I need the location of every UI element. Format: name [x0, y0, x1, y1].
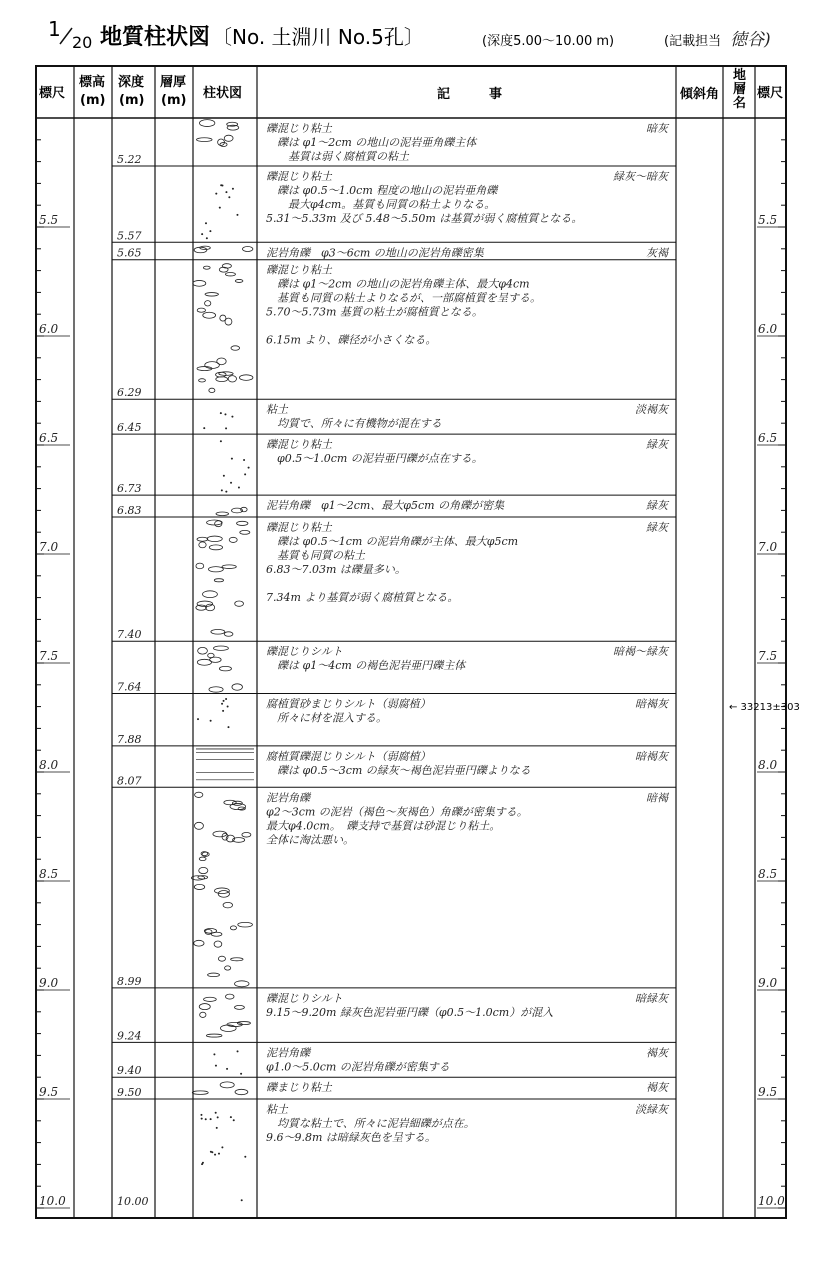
lithology-pattern — [199, 994, 250, 1037]
depth-label: 5.57 — [117, 229, 142, 243]
layer-color: 暗褐～緑灰 — [613, 645, 668, 659]
depth-label: 6.29 — [117, 386, 142, 400]
lithology-pattern — [220, 440, 250, 492]
lithology-pattern — [201, 184, 238, 239]
lithology-pattern — [192, 1082, 248, 1095]
layer-description: φ1.0～5.0cm の泥岩角礫が密集する — [266, 1060, 450, 1074]
depth-label: 9.24 — [117, 1029, 142, 1043]
layer-color: 緑灰～暗灰 — [613, 169, 668, 183]
layer-description: 礫混じり粘土 — [266, 438, 332, 452]
layer-description: 基質は弱く腐植質の粘土 — [266, 150, 409, 163]
layer-description: 9.15～9.20m 緑灰色泥岩亜円礫（φ0.5～1.0cm）が混入 — [266, 1005, 554, 1019]
table-frame — [36, 66, 786, 1218]
col-depth: 深度 — [118, 75, 145, 90]
lithology-pattern — [197, 120, 239, 147]
layer-color: 暗褐灰 — [635, 697, 668, 711]
col-depth-unit: (m) — [119, 93, 145, 108]
depth-label: 6.45 — [117, 421, 142, 435]
layer-description: 礫混じりシルト — [266, 645, 343, 659]
lithology-pattern — [197, 698, 229, 728]
layer-description: φ2～3cm の泥岩（褐色～灰褐色）角礫が密集する。 — [266, 805, 528, 819]
layer-color: 暗緑灰 — [635, 991, 668, 1005]
lithology-pattern — [197, 646, 242, 692]
col-desc-2: 事 — [489, 87, 503, 102]
layer-description: 泥岩角礫 — [266, 791, 310, 805]
scale-label-right: 7.5 — [758, 649, 778, 663]
layer-description: 粘土 — [266, 403, 288, 417]
layer-color: 淡緑灰 — [635, 1103, 668, 1116]
layer-description: 5.70～5.73m 基質の粘土が腐植質となる。 — [266, 305, 483, 319]
layer-color: 灰褐 — [646, 246, 668, 260]
depth-label: 9.40 — [117, 1064, 142, 1078]
scale-label: 7.5 — [39, 649, 59, 663]
col-column: 柱状図 — [203, 86, 243, 101]
layer-description: 腐植質礫混じりシルト（弱腐植） — [266, 749, 431, 763]
lithology-pattern — [191, 792, 252, 987]
layer-color: 暗褐灰 — [635, 749, 668, 763]
layer-color: 褐灰 — [646, 1081, 668, 1095]
scale-label-right: 7.0 — [758, 540, 778, 554]
scale-label: 9.5 — [39, 1085, 59, 1099]
layer-color: 暗褐 — [646, 791, 668, 805]
scale-label: 9.0 — [39, 976, 59, 990]
borehole-number: 〔No. 土淵川 No.5孔〕 — [212, 25, 424, 49]
layer-description: 泥岩角礫 φ1～2cm、最大φ5cm の角礫が密集 — [266, 499, 505, 513]
layer-description: 礫は φ0.5～1cm の泥岩角礫が主体、最大φ5cm — [266, 534, 519, 548]
lithology-pattern — [194, 246, 253, 253]
recorder-name: 徳谷) — [730, 30, 771, 50]
lithology-pattern — [216, 507, 247, 515]
depth-label: 5.65 — [117, 246, 142, 260]
scale-label: 8.0 — [39, 758, 59, 772]
layer-description: 礫は φ1～2cm の地山の泥岩亜角礫主体 — [266, 136, 477, 149]
depth-label: 8.99 — [117, 974, 142, 988]
layer-description: 礫は φ0.5～1.0cm 程度の地山の泥岩亜角礫 — [266, 183, 498, 197]
layer-description: 礫混じり粘土 — [266, 169, 332, 183]
layer-description: 礫混じり粘土 — [266, 520, 332, 534]
layer-description: 5.31～5.33m 及び 5.48～5.50m は基質が弱く腐植質となる。 — [266, 211, 583, 225]
layer-description: 礫まじり粘土 — [266, 1081, 332, 1095]
radiocarbon-date: ← 33213±303 — [729, 702, 800, 713]
layer-description: 所々に材を混入する。 — [266, 711, 387, 725]
depth-range: (深度5.00～10.00 m) — [482, 34, 615, 49]
layer-description: 基質も同質の粘土 — [266, 548, 365, 562]
lithology-pattern — [193, 264, 253, 393]
layer-color: 緑灰 — [646, 499, 668, 513]
col-scale-right: 標尺 — [757, 86, 784, 101]
col-thick: 層厚 — [160, 75, 187, 90]
layer-description: 7.34m より基質が弱く腐植質となる。 — [266, 590, 459, 604]
recorder-label: (記載担当 — [664, 34, 722, 49]
col-elev-unit: (m) — [80, 93, 106, 108]
col-strat: 地層名 — [733, 68, 747, 111]
layer-description: 泥岩角礫 — [266, 1046, 310, 1060]
layer-description: 粘土 — [266, 1103, 288, 1116]
scale-label: 5.5 — [39, 213, 59, 227]
layer-description: 礫混じり粘土 — [266, 263, 332, 277]
scale-label-right: 10.0 — [758, 1194, 785, 1208]
scale-label: 6.0 — [39, 322, 59, 336]
layer-description: 礫混じりシルト — [266, 991, 343, 1005]
sheet-title: 地質柱状図 — [100, 25, 211, 50]
scale-label: 10.0 — [39, 1194, 66, 1208]
scale-label-right: 9.5 — [758, 1085, 778, 1099]
depth-label: 8.07 — [117, 774, 142, 788]
scale-label-right: 8.5 — [758, 867, 778, 881]
lithology-pattern — [196, 520, 250, 636]
lithology-pattern — [213, 1050, 242, 1074]
col-dip: 傾斜角 — [680, 87, 720, 102]
scale-denominator: 20 — [72, 33, 93, 52]
layer-description: 礫は φ1～4cm の褐色泥岩亜円礫主体 — [266, 659, 466, 673]
scale-label-right: 8.0 — [758, 758, 778, 772]
col-scale: 標尺 — [39, 86, 66, 101]
depth-label: 5.22 — [117, 152, 142, 166]
layer-description: 6.15m より、礫径が小さくなる。 — [266, 333, 437, 347]
depth-label: 9.50 — [117, 1086, 142, 1099]
scale-label: 8.5 — [39, 867, 59, 881]
scale-label-right: 9.0 — [758, 976, 778, 990]
layer-color: 褐灰 — [646, 1046, 668, 1060]
col-desc-1: 記 — [437, 87, 451, 102]
layer-description: 最大φ4cm。基質も同質の粘土よりなる。 — [266, 197, 496, 211]
layer-description: 6.83～7.03m は礫量多い。 — [266, 562, 406, 576]
depth-label: 6.83 — [117, 503, 142, 517]
layer-description: 泥岩角礫 φ3～6cm の地山の泥岩角礫密集 — [266, 246, 484, 260]
layer-color: 暗灰 — [646, 122, 668, 135]
scale-label-right: 6.5 — [758, 431, 778, 445]
scale-numerator: 1 — [48, 17, 61, 41]
depth-label: 7.88 — [117, 732, 142, 746]
depth-label: 10.00 — [117, 1195, 149, 1208]
layer-color: 淡褐灰 — [635, 403, 668, 417]
layer-description: 礫混じり粘土 — [266, 122, 332, 135]
depth-label: 7.40 — [117, 628, 142, 642]
layer-color: 緑灰 — [646, 520, 668, 534]
depth-label: 6.73 — [117, 482, 142, 496]
layer-description: 礫は φ1～2cm の地山の泥岩角礫主体、最大φ4cm — [266, 277, 530, 291]
layer-description: 全体に淘汰悪い。 — [266, 833, 354, 847]
depth-label: 7.64 — [117, 680, 142, 694]
layer-description: 基質も同質の粘土よりなるが、一部腐植質を呈する。 — [266, 291, 541, 305]
layer-color: 緑灰 — [646, 438, 668, 452]
layer-description: φ0.5～1.0cm の泥岩亜円礫が点在する。 — [266, 452, 483, 466]
layer-description: 均質で、所々に有機物が混在する — [266, 417, 442, 431]
lithology-pattern — [196, 749, 254, 780]
layer-description: 均質な粘土で、所々に泥岩細礫が点在。 — [266, 1117, 475, 1130]
layer-description: 最大φ4.0cm。 礫支持で基質は砂混じり粘土。 — [266, 819, 501, 833]
layer-description: 9.6～9.8m は暗緑灰色を呈する。 — [266, 1131, 436, 1144]
layer-description: 礫は φ0.5～3cm の緑灰～褐色泥岩亜円礫よりなる — [266, 763, 531, 777]
scale-label-right: 5.5 — [758, 213, 778, 227]
col-thick-unit: (m) — [161, 93, 187, 108]
scale-label-right: 6.0 — [758, 322, 778, 336]
lithology-pattern — [200, 1112, 246, 1201]
col-elev: 標高 — [79, 75, 106, 90]
lithology-pattern — [203, 412, 233, 429]
scale-label: 7.0 — [39, 540, 59, 554]
layer-description: 腐植質砂まじりシルト（弱腐植） — [266, 697, 431, 711]
scale-label: 6.5 — [39, 431, 59, 445]
